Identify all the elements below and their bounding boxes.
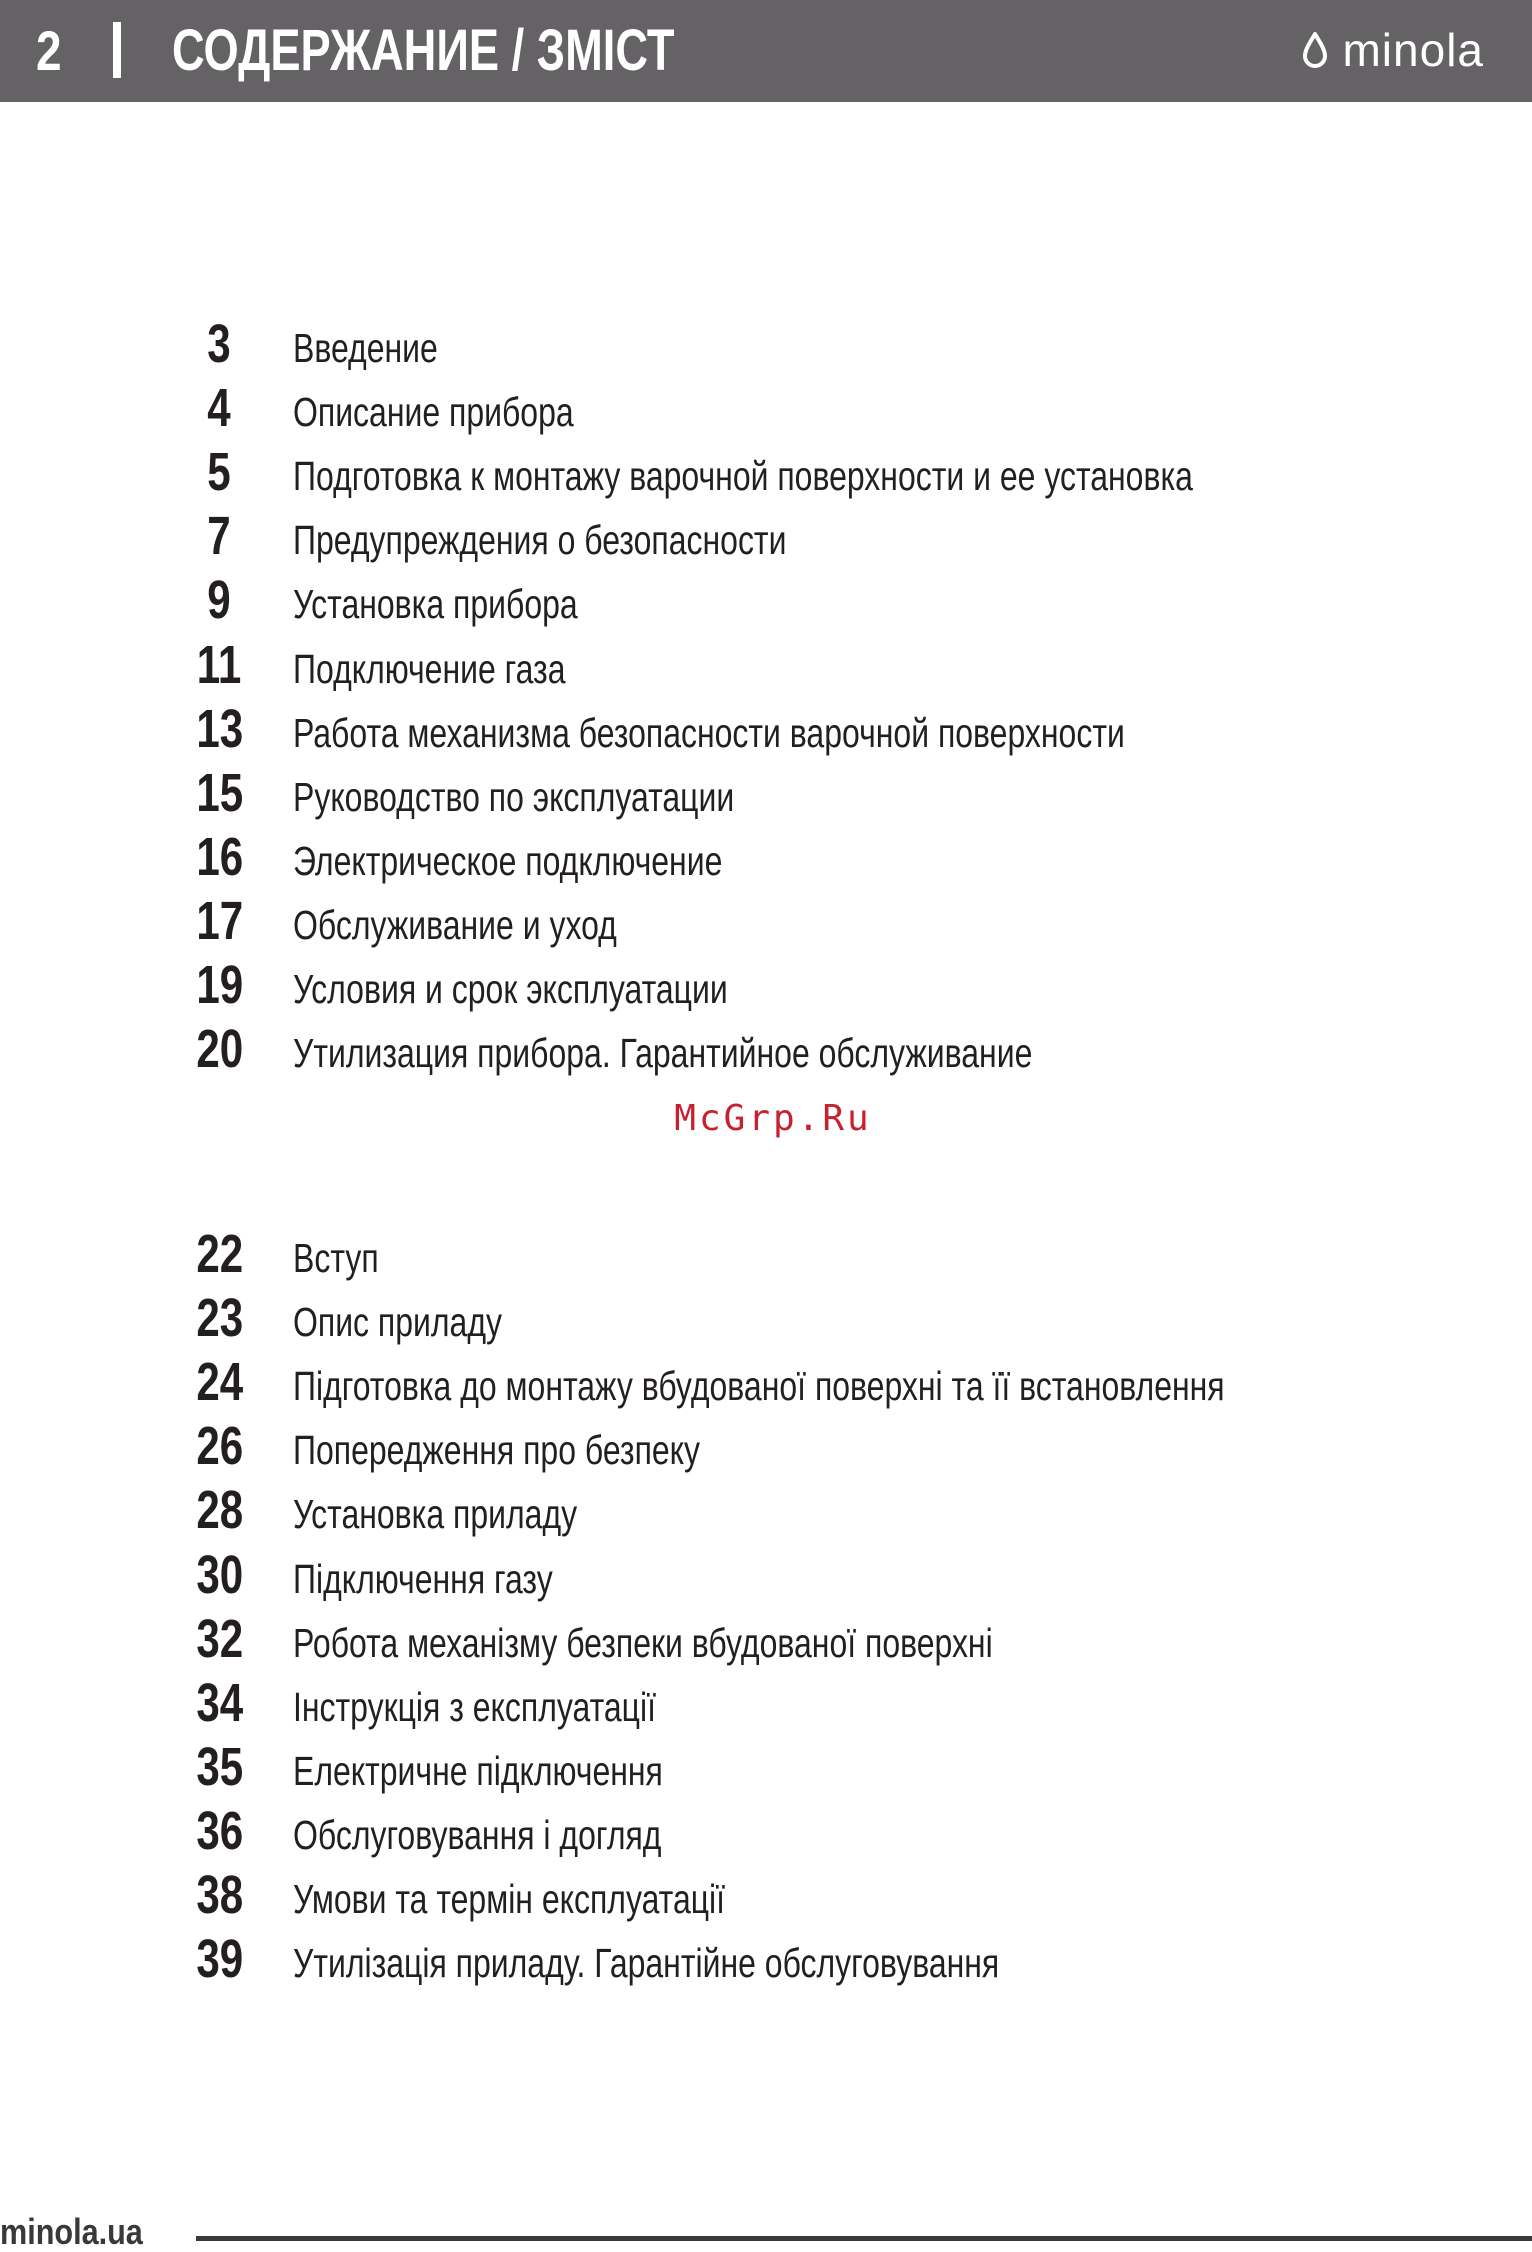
footer-website: minola.ua	[0, 2211, 143, 2252]
toc-entry	[0, 1017, 1532, 1081]
footer-rule	[196, 2236, 1532, 2241]
toc-page-number: 19	[196, 955, 244, 1015]
toc-page-number: 20	[196, 1019, 244, 1080]
toc-entry	[0, 1799, 1532, 1863]
toc-page-number: 26	[196, 1416, 244, 1477]
toc-page-number: 36	[196, 1800, 244, 1861]
page-number: 2	[36, 19, 62, 82]
toc-entry	[0, 889, 1532, 953]
toc-page-number: 22	[196, 1224, 244, 1284]
toc-entry	[0, 440, 1532, 504]
toc-entry	[0, 1927, 1532, 1991]
toc-title: Подготовка к монтажу варочной поверхности и ее установка	[293, 453, 1193, 500]
watermark: McGrp.Ru	[674, 1098, 872, 1139]
toc-page-number: 32	[196, 1608, 244, 1669]
toc-entry	[0, 1543, 1532, 1607]
toc-entry	[0, 1671, 1532, 1735]
toc-page-number: 24	[196, 1352, 244, 1413]
toc-title: Підключення газу	[293, 1555, 553, 1602]
page-header	[0, 0, 1532, 102]
toc-page-number: 5	[207, 442, 231, 503]
toc-title: Умови та термін експлуатації	[293, 1876, 726, 1922]
toc-title: Електричне підключення	[293, 1747, 663, 1794]
toc-title: Вступ	[293, 1235, 379, 1281]
toc-entry	[0, 761, 1532, 825]
toc-title: Підготовка до монтажу вбудованої поверхні та її встановлення	[293, 1363, 1225, 1410]
toc-page-number: 23	[196, 1288, 244, 1349]
toc-title: Утилізація приладу. Гарантійне обслуговування	[293, 1940, 1000, 1987]
toc-entry	[0, 312, 1532, 376]
toc-entry	[0, 1607, 1532, 1671]
toc-title: Установка приладу	[293, 1491, 578, 1538]
toc-page-number: 17	[196, 890, 244, 951]
toc-entry	[0, 504, 1532, 568]
toc-entry	[0, 1735, 1532, 1799]
toc-entry	[0, 953, 1532, 1017]
toc-entry	[0, 1414, 1532, 1478]
page-title: СОДЕРЖАНИЕ / ЗМІСТ	[172, 18, 675, 83]
toc-page-number: 35	[196, 1736, 244, 1797]
toc-page-number: 34	[196, 1672, 244, 1733]
toc-title: Опис приладу	[293, 1299, 503, 1346]
toc-entry	[0, 1286, 1532, 1350]
brand-logo	[1300, 26, 1484, 74]
toc-title: Обслуживание и уход	[293, 901, 617, 948]
toc-page-number: 11	[196, 634, 242, 695]
toc-entry	[0, 1350, 1532, 1414]
toc-page-number: 16	[196, 826, 244, 887]
toc-entry	[0, 633, 1532, 697]
toc-page-number: 30	[196, 1544, 244, 1605]
toc-title: Введение	[293, 325, 438, 371]
toc-entry	[0, 1222, 1532, 1286]
toc-title: Электрическое подключение	[293, 837, 723, 884]
toc-title: Установка прибора	[293, 581, 578, 628]
toc-title: Описание прибора	[293, 389, 574, 436]
toc-title: Інструкція з експлуатації	[293, 1683, 656, 1730]
toc-page-number: 7	[207, 506, 231, 567]
toc-entry	[0, 568, 1532, 632]
toc-entry	[0, 1478, 1532, 1542]
toc-entry	[0, 825, 1532, 889]
toc-page-number: 28	[196, 1480, 244, 1541]
toc-page-number: 9	[207, 570, 231, 631]
toc-title: Предупреждения о безопасности	[293, 517, 787, 564]
toc-entry	[0, 697, 1532, 761]
brand-name: minola	[1342, 24, 1484, 76]
toc-page-number: 38	[196, 1865, 244, 1925]
toc-title: Работа механизма безопасности варочной поверхности	[293, 709, 1125, 756]
toc-title: Подключение газа	[293, 645, 566, 692]
header-separator	[113, 22, 121, 78]
toc-title: Руководство по эксплуатации	[293, 773, 735, 820]
drop-icon	[1300, 30, 1330, 70]
toc-title: Условия и срок эксплуатации	[293, 966, 728, 1012]
toc-page-number: 13	[196, 698, 244, 759]
toc-page-number: 39	[196, 1929, 244, 1990]
toc-entry	[0, 1863, 1532, 1927]
toc-title: Обслуговування і догляд	[293, 1811, 662, 1858]
toc-title: Попередження про безпеку	[293, 1427, 701, 1474]
toc-title: Робота механізму безпеки вбудованої поверхні	[293, 1619, 993, 1666]
toc-page-number: 4	[207, 378, 231, 439]
toc-page-number: 15	[196, 762, 244, 823]
toc-entry	[0, 376, 1532, 440]
toc-page-number: 3	[207, 314, 231, 374]
toc-title: Утилизация прибора. Гарантийное обслуживание	[293, 1030, 1033, 1077]
